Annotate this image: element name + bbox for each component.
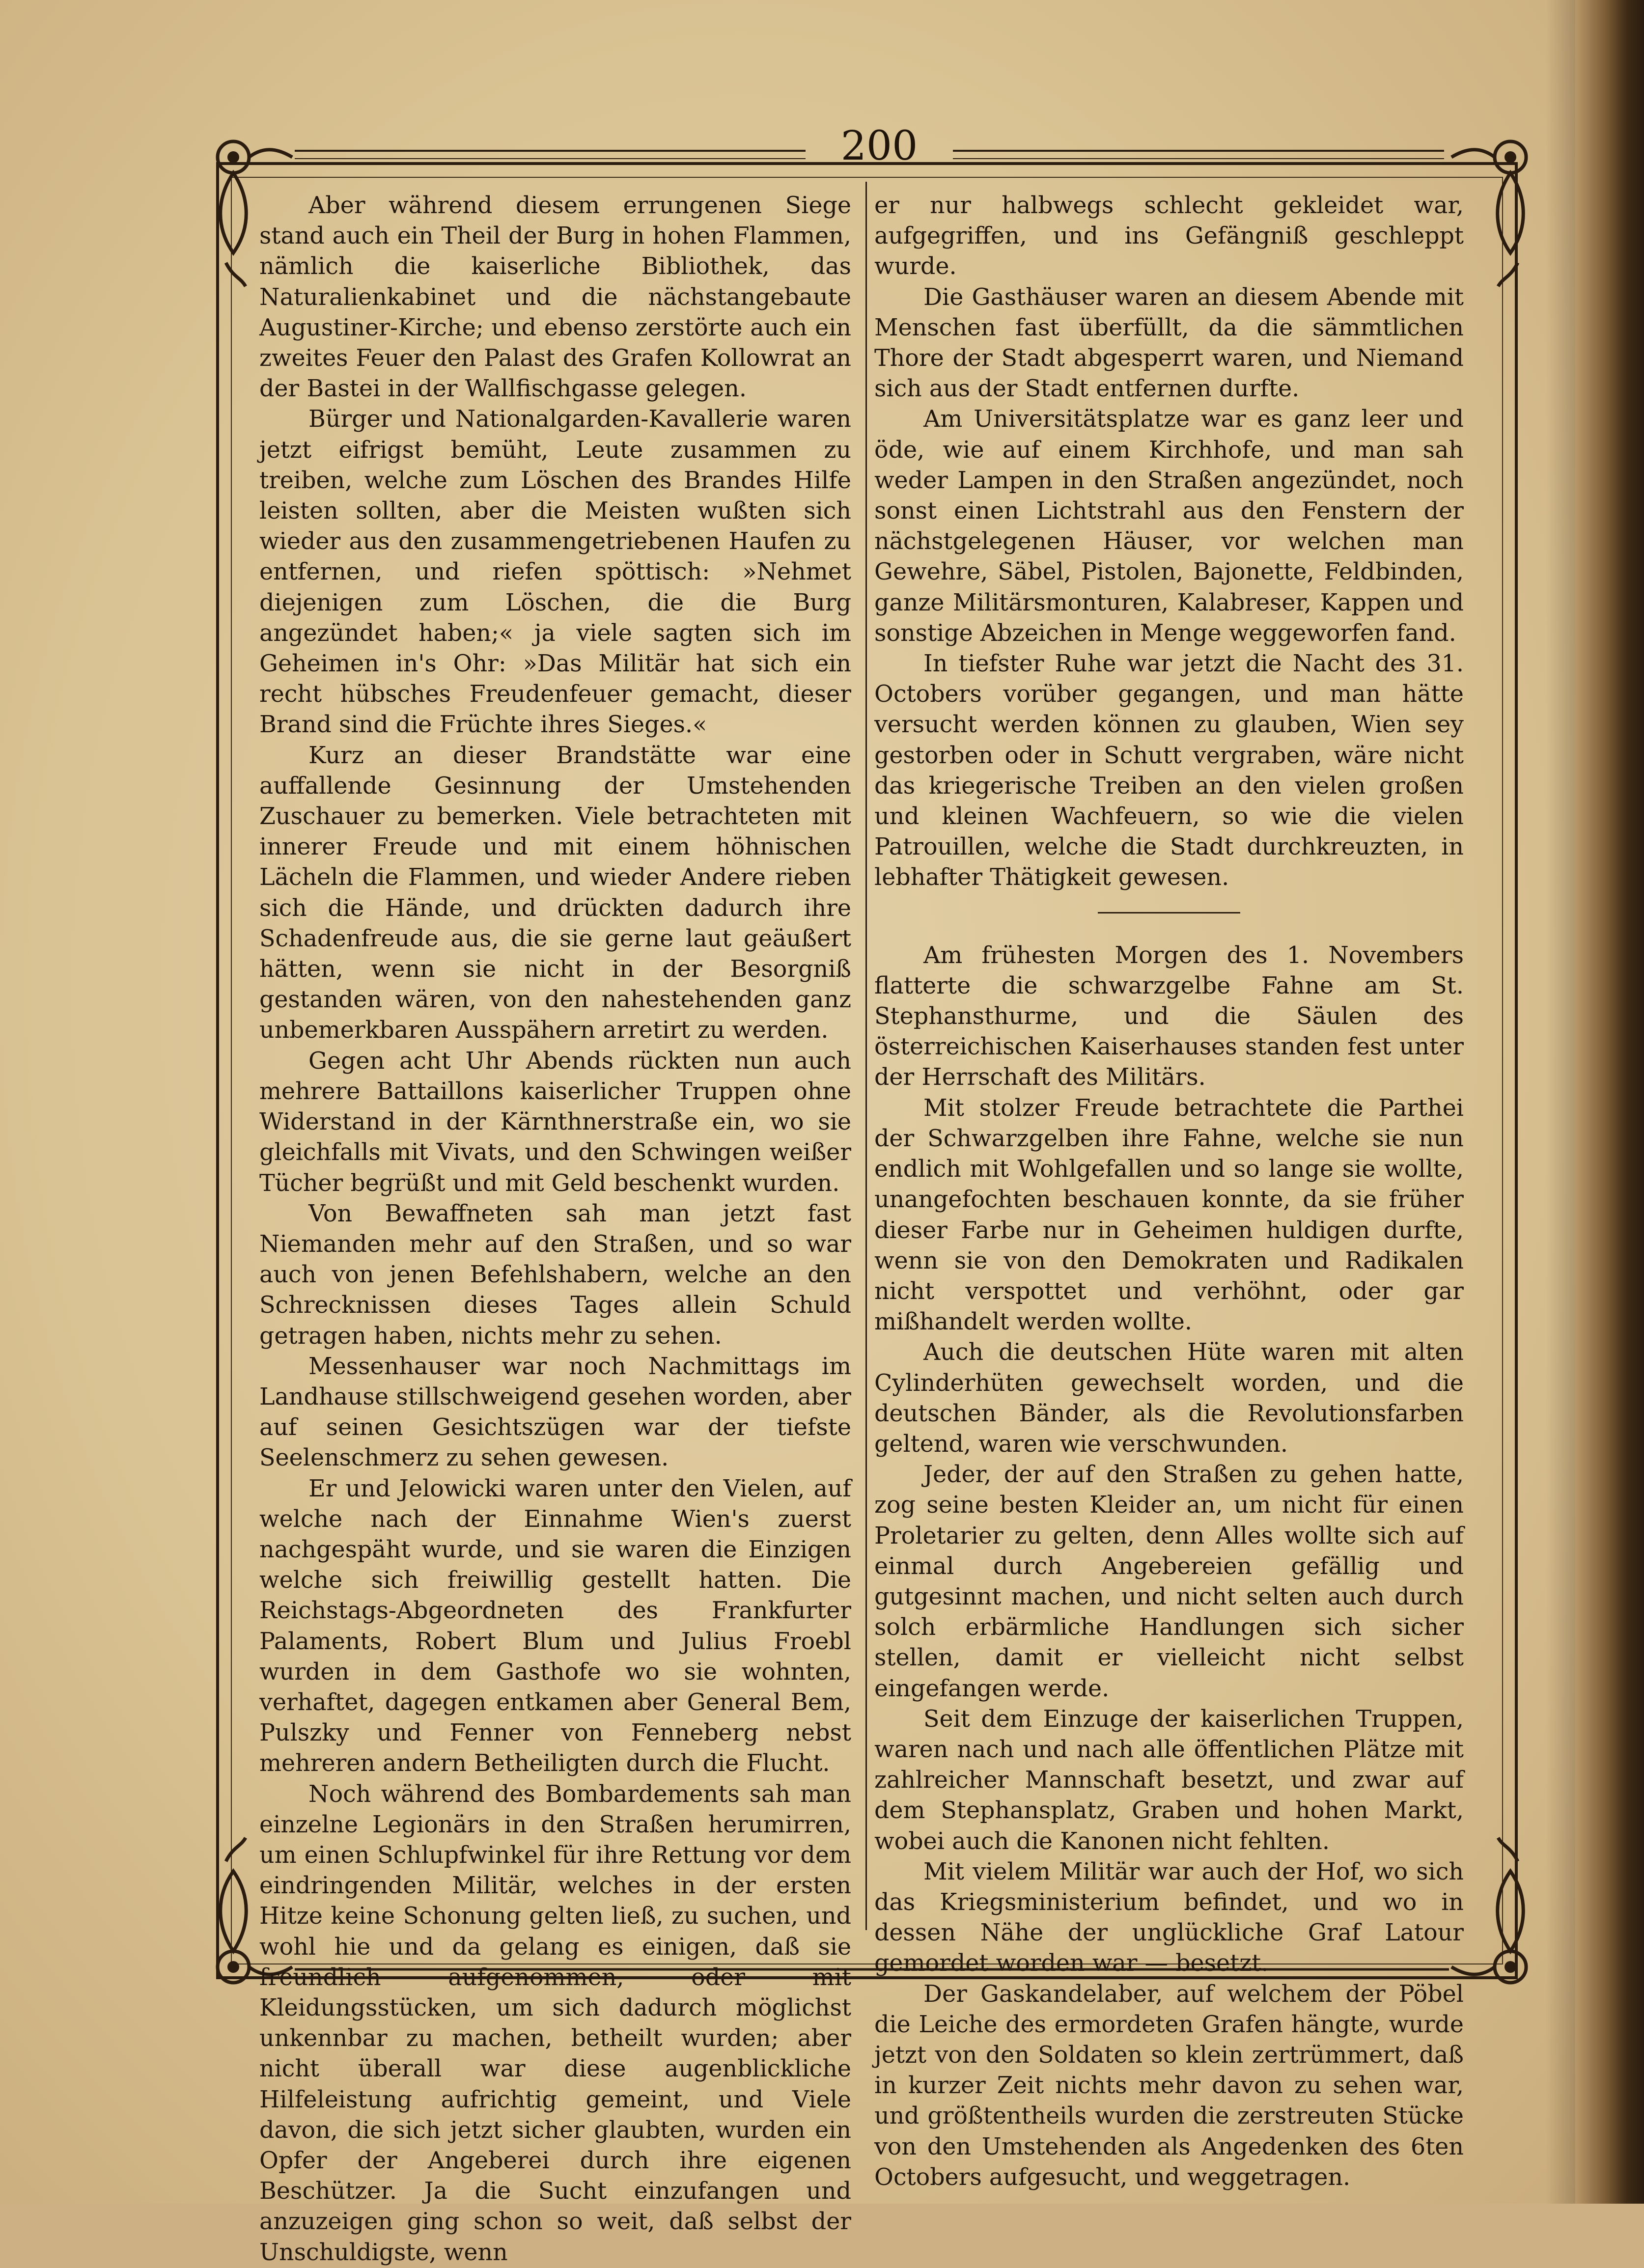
paragraph: Der Gaskandelaber, auf welchem der Pöbel die Leiche des ermordeten Grafen hängte, wurde jetzt von den Soldaten so klein zertrümmert, daß in kurzer Zeit nichts mehr davon zu sehen war, und größtentheils wurden die zerstreuten Stücke von den Umstehenden als Angedenken des 6ten Octobers aufgesucht, und weggetragen. bbox=[874, 1980, 1464, 2191]
paragraph: Jeder, der auf den Straßen zu gehen hatte, zog seine besten Kleider an, um nicht für einen Proletarier zu gelten, denn Alles wollte sich auf einmal durch Angebereien gefällig und gutgesinnt machen, und nicht selten auch durch solch erbärmliche Handlungen sich sicher stellen, damit er vielleicht nicht selbst eingefangen werde. bbox=[874, 1461, 1464, 1702]
header-rule-left-thin bbox=[295, 158, 806, 159]
section-separator bbox=[1098, 912, 1240, 913]
paragraph: Messenhauser war noch Nachmittags im Landhause stillschweigend gesehen worden, aber auf seinen Gesichtszügen war der tiefste Seelenschmerz zu sehen gewesen. bbox=[259, 1353, 851, 1472]
header-rule-right-thin bbox=[953, 158, 1444, 159]
page-edge-shadow bbox=[1546, 0, 1575, 2204]
header-rule-left bbox=[295, 150, 806, 152]
paragraph: er nur halbwegs schlecht gekleidet war, aufgegriffen, und ins Gefängniß geschleppt wurde. bbox=[874, 192, 1464, 280]
paragraph: Mit vielem Militär war auch der Hof, wo sich das Kriegsministerium befindet, und wo in dessen Nähe der unglückliche Graf Latour gemordet worden war — besetzt. bbox=[874, 1858, 1464, 1977]
paragraph: Er und Jelowicki waren unter den Vielen, auf welche nach der Einnahme Wien's zuerst nachgespäht wurde, und sie waren die Einzigen welche sich freiwillig gestellt hatten. Die Reichstags-Abgeordneten des Frankfurter Palaments, Robert Blum und Julius Froebl wurden in dem Gasthofe wo sie wohnten, verhaftet, dagegen entkamen aber General Bem, Pulszky und Fenner von Fenneberg nebst mehreren andern Betheiligten durch die Flucht. bbox=[259, 1475, 851, 1777]
paragraph: Am frühesten Morgen des 1. Novembers flatterte die schwarzgelbe Fahne am St. Stephansthurme, und die Säulen des österreichischen Kaiserhauses standen fest unter der Herrschaft des Militärs. bbox=[874, 941, 1464, 1091]
paragraph: Seit dem Einzuge der kaiserlichen Truppen, waren nach und nach alle öffentlichen Plätze mit zahlreicher Mannschaft besetzt, und zwar auf dem Stephansplatz, Graben und hohen Markt, wobei auch die Kanonen nicht fehlten. bbox=[874, 1705, 1464, 1855]
paragraph: Kurz an dieser Brandstätte war eine auffallende Gesinnung der Umstehenden Zuschauer zu bemerken. Viele betrachteten mit innerer Freude und mit einem höhnischen Lächeln die Flammen, und wieder Andere rieben sich die Hände, und drückten dadurch ihre Schadenfreude aus, die sie gerne laut geäußert hätten, wenn sie nicht in der Besorgniß gestanden wären, von den nahestehenden ganz unbemerkbaren Ausspähern arretirt zu werden. bbox=[259, 742, 851, 1044]
paragraph: Gegen acht Uhr Abends rückten nun auch mehrere Battaillons kaiserlicher Truppen ohne Widerstand in der Kärnthnerstraße ein, wo sie gleichfalls mit Vivats, und den Schwingen weißer Tücher begrüßt und mit Geld beschenkt wurden. bbox=[259, 1047, 851, 1197]
paragraph: Am Universitätsplatze war es ganz leer und öde, wie auf einem Kirchhofe, und man sah weder Lampen in den Straßen angezündet, noch sonst einen Lichtstrahl aus den Fenstern der nächstgelegenen Häuser, vor welchen man Gewehre, Säbel, Pistolen, Bajonette, Feldbinden, ganze Militärsmonturen, Kalabreser, Kappen und sonstige Abzeichen in Menge weggeworfen fand. bbox=[874, 406, 1464, 647]
header-rule-right bbox=[953, 150, 1444, 152]
paragraph: Von Bewaffneten sah man jetzt fast Niemanden mehr auf den Straßen, und so war auch von jenen Befehlshabern, welche an den Schrecknissen dieses Tages allein Schuld getragen haben, nichts mehr zu sehen. bbox=[259, 1200, 851, 1350]
page-number: 200 bbox=[840, 123, 918, 169]
column-divider bbox=[865, 182, 867, 1930]
paragraph: Mit stolzer Freude betrachtete die Parthei der Schwarzgelben ihre Fahne, welche sie nun endlich mit Wohlgefallen und so lange sie wollte, unangefochten beschauen konnte, da sie früher dieser Farbe nur in Geheimen huldigen durfte, wenn sie von den Demokraten und Radikalen nicht verspottet und verhöhnt, oder gar mißhandelt werden wollte. bbox=[874, 1094, 1464, 1336]
right-column bbox=[874, 191, 1464, 2193]
left-column bbox=[259, 191, 851, 2268]
paragraph: Bürger und Nationalgarden-Kavallerie waren jetzt eifrigst bemüht, Leute zusammen zu treiben, welche zum Löschen des Brandes Hilfe leisten sollten, aber die Meisten wußten sich wieder aus den zusammengetriebenen Haufen zu entfernen, und riefen spöttisch: »Nehmet diejenigen zum Löschen, die die Burg angezündet haben;« ja viele sagten sich im Geheimen in's Ohr: »Das Militär hat sich ein recht hübsches Freudenfeuer gemacht, dieser Brand sind die Früchte ihres Sieges.« bbox=[259, 406, 851, 739]
paragraph: In tiefster Ruhe war jetzt die Nacht des 31. Octobers vorüber gegangen, und man hätte versucht werden können zu glauben, Wien sey gestorben oder in Schutt vergraben, wäre nicht das kriegerische Treiben an den vielen großen und kleinen Wachfeuern, so wie die vielen Patrouillen, welche die Stadt durchkreuzten, in lebhafter Thätigkeit gewesen. bbox=[874, 650, 1464, 891]
paragraph: Noch während des Bombardements sah man einzelne Legionärs in den Straßen herumirren, um einen Schlupfwinkel für ihre Rettung vor dem eindringenden Militär, welches in der ersten Hitze keine Schonung gelten ließ, zu suchen, und wohl hie und da gelang es einigen, daß sie freundlich aufgenommen, oder mit Kleidungsstücken, um sich dadurch möglichst unkennbar zu machen, betheilt wurden; aber nicht überall war diese augenblickliche Hilfeleistung aufrichtig gemeint, und Viele davon, die sich jetzt sicher glaubten, wurden ein Opfer der Angeberei durch ihre eigenen Beschützer. Ja die Sucht einzufangen und anzuzeigen ging schon so weit, daß selbst der Unschuldigste, wenn bbox=[259, 1780, 851, 2266]
paragraph: Auch die deutschen Hüte waren mit alten Cylinderhüten gewechselt worden, und die deutschen Bänder, als die Revolutionsfarben geltend, waren wie verschwunden. bbox=[874, 1339, 1464, 1458]
paragraph: Die Gasthäuser waren an diesem Abende mit Menschen fast überfüllt, da die sämmtlichen Thore der Stadt abgesperrt waren, und Niemand sich aus der Stadt entfernen durfte. bbox=[874, 283, 1464, 403]
book-gutter bbox=[1575, 0, 1644, 2204]
paragraph: Aber während diesem errungenen Siege stand auch ein Theil der Burg in hohen Flammen, nämlich die kaiserliche Bibliothek, das Naturalienkabinet und die nächstangebaute Augustiner-Kirche; und ebenso zerstörte auch ein zweites Feuer den Palast des Grafen Kollowrat an der Bastei in der Wallfischgasse gelegen. bbox=[259, 192, 851, 403]
